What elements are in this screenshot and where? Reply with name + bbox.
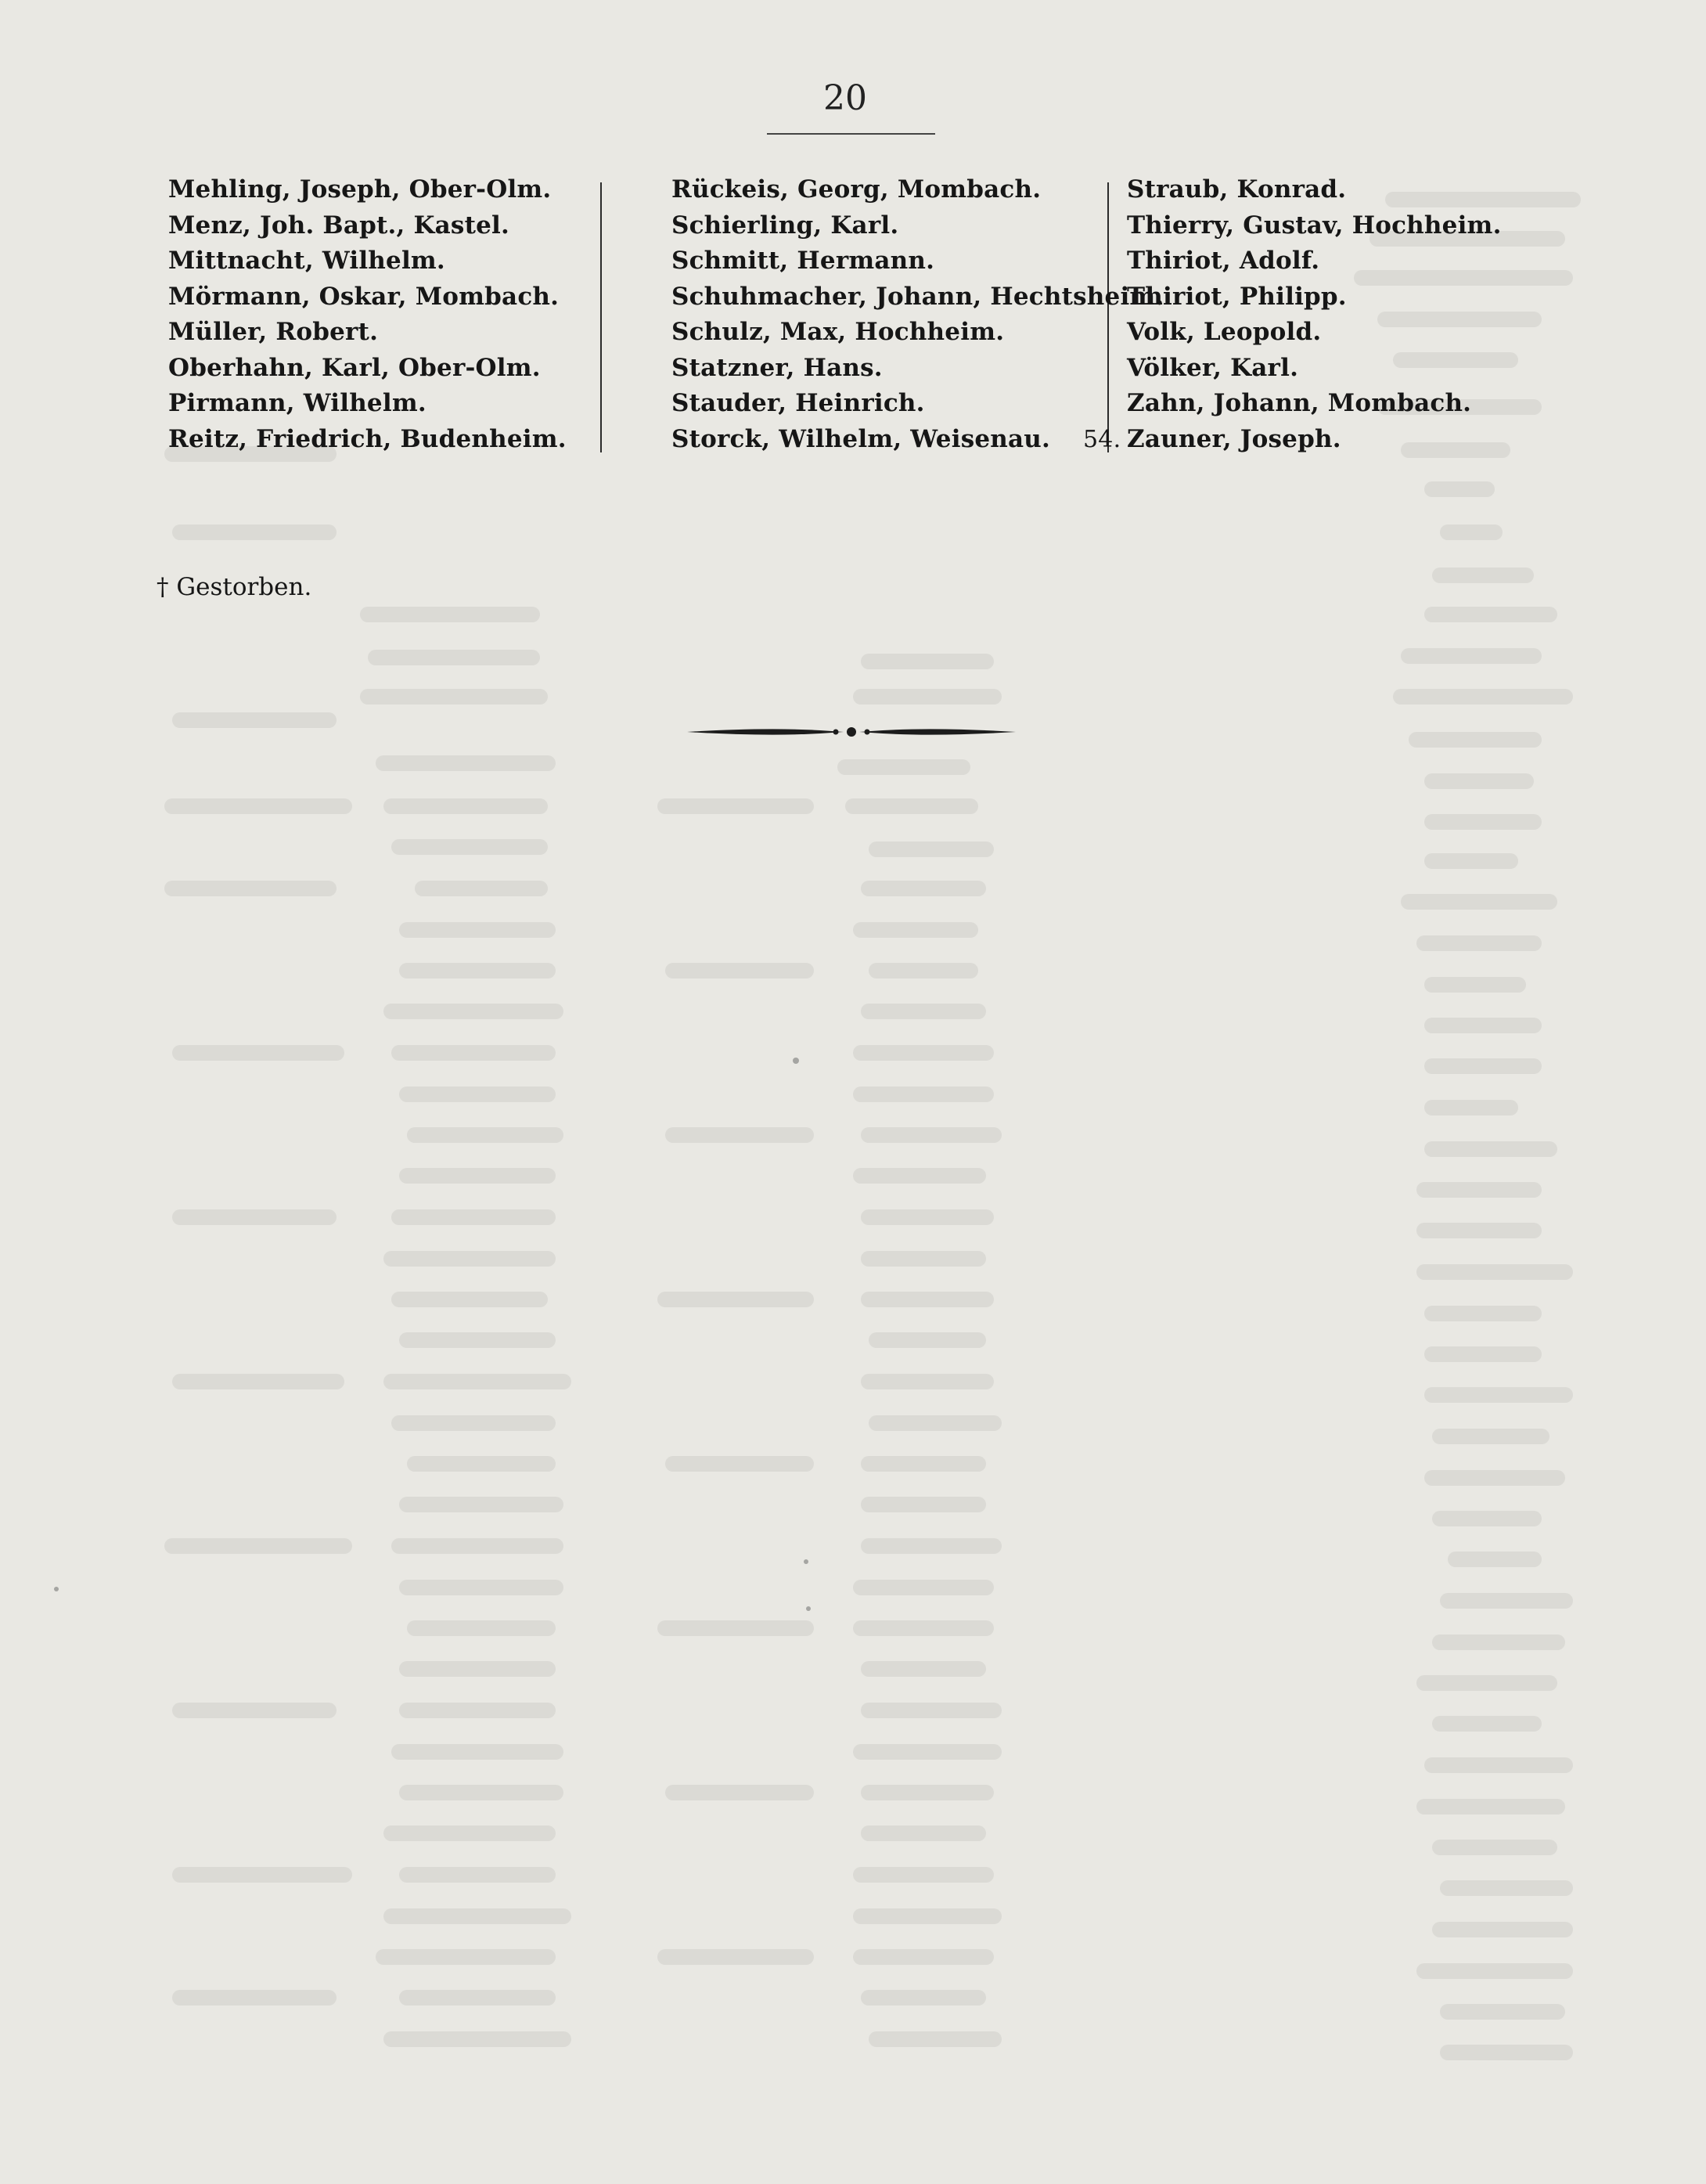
- name-entry: [1127, 351, 1534, 387]
- name-entry: [671, 172, 1110, 208]
- name-entry: [671, 386, 1110, 422]
- name-entry: [168, 315, 575, 351]
- entry-text: Storck, Wilhelm, Weisenau.: [671, 424, 1051, 453]
- name-entry: [168, 422, 575, 458]
- name-entry: [168, 351, 575, 387]
- entry-text: Mörmann, Oskar, Mombach.: [168, 282, 560, 311]
- entry-text: Oberhahn, Karl, Ober-Olm.: [168, 353, 541, 382]
- name-entry: [671, 279, 1164, 315]
- entry-text: Zauner, Joseph.: [1127, 424, 1341, 453]
- name-entry: [671, 422, 1110, 458]
- entry-text: Schmitt, Hermann.: [671, 247, 935, 275]
- name-column-2: [671, 172, 1164, 457]
- entry-text: Thierry, Gustav, Hochheim.: [1127, 211, 1502, 240]
- column-divider-left: [600, 182, 602, 452]
- entry-text: Thiriot, Adolf.: [1127, 247, 1320, 275]
- name-entry: [1083, 422, 1534, 458]
- entry-text: Menz, Joh. Bapt., Kastel.: [168, 211, 509, 240]
- entry-number: 54.: [1083, 425, 1121, 453]
- header-rule: [767, 133, 935, 135]
- page-number: 20: [823, 78, 867, 118]
- entry-text: Mittnacht, Wilhelm.: [168, 247, 445, 275]
- name-entry: [168, 208, 575, 244]
- entry-text: Rückeis, Georg, Mombach.: [671, 175, 1042, 204]
- name-entry: [1127, 279, 1534, 315]
- name-entry: [1127, 172, 1534, 208]
- name-entry: [671, 315, 1110, 351]
- name-entry: [1127, 386, 1534, 422]
- entry-text: Statzner, Hans.: [671, 353, 883, 382]
- footnote-deceased: † Gestorben.: [157, 573, 312, 601]
- entry-text: Schierling, Karl.: [671, 211, 899, 240]
- ornamental-divider: [687, 722, 1016, 742]
- name-entry: [1127, 243, 1534, 279]
- entry-text: Pirmann, Wilhelm.: [168, 389, 426, 417]
- entry-text: Straub, Konrad.: [1127, 175, 1347, 204]
- name-entry: [1127, 208, 1534, 244]
- name-entry: [168, 279, 575, 315]
- name-column-1: [168, 172, 575, 457]
- entry-text: Volk, Leopold.: [1127, 318, 1322, 346]
- entry-text: Schuhmacher, Johann, Hechtsheim.: [671, 282, 1164, 311]
- name-column-3: [1083, 172, 1534, 457]
- name-entry: [168, 386, 575, 422]
- name-entry: [671, 351, 1110, 387]
- entry-text: Mehling, Joseph, Ober-Olm.: [168, 175, 552, 204]
- entry-text: Reitz, Friedrich, Budenheim.: [168, 424, 567, 453]
- name-entry: [168, 172, 575, 208]
- entry-text: Schulz, Max, Hochheim.: [671, 318, 1005, 346]
- name-entry: [671, 243, 1110, 279]
- entry-text: Müller, Robert.: [168, 318, 379, 346]
- entry-text: Stauder, Heinrich.: [671, 389, 925, 417]
- name-entry: [1127, 315, 1534, 351]
- name-entry: [168, 243, 575, 279]
- entry-text: Thiriot, Philipp.: [1127, 282, 1347, 311]
- entry-text: Zahn, Johann, Mombach.: [1127, 389, 1472, 417]
- name-entry: [671, 208, 1110, 244]
- entry-text: Völker, Karl.: [1127, 353, 1299, 382]
